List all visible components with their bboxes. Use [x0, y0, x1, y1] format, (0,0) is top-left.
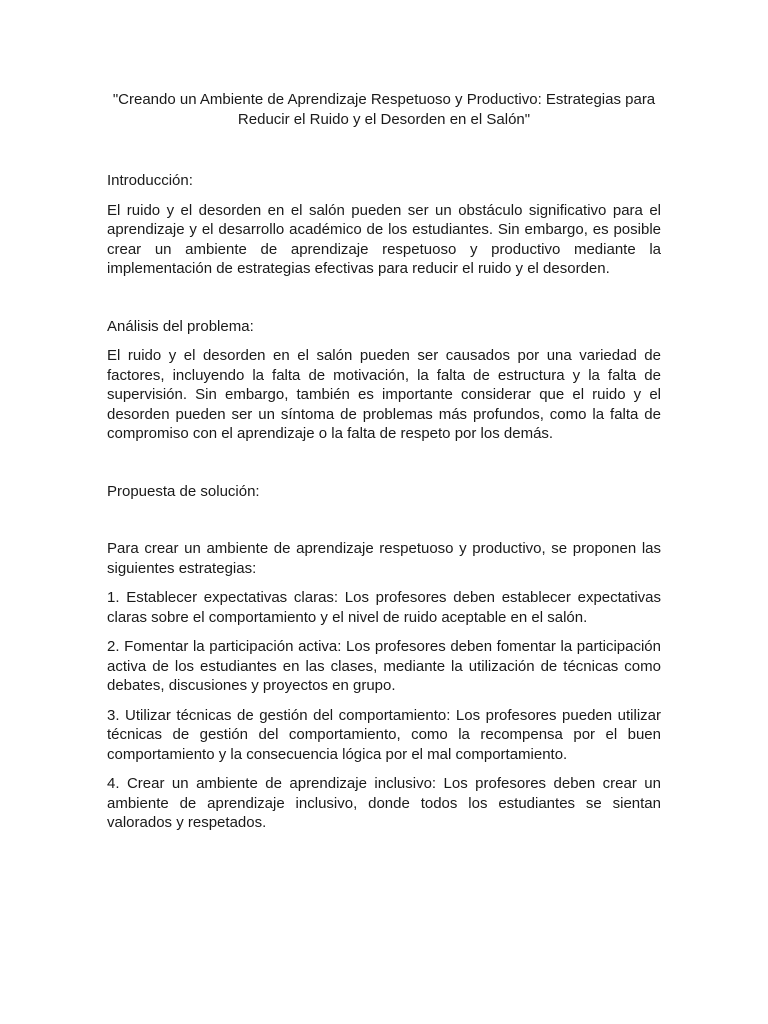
intro-paragraph: El ruido y el desorden en el salón pueden ser un obstáculo significativo para el aprendizaje y el desarrollo académico de los estudiantes. Sin embargo, es posible crear un ambiente de aprendizaje respetuoso y productivo mediante la implementación de estrategias efectivas para reducir el ruido y el desorden.: [107, 201, 661, 277]
document-title: "Creando un Ambiente de Aprendizaje Respetuoso y Productivo: Estrategias para Reducir el Ruido y el Desorden en el Salón": [112, 91, 656, 128]
strategy-item: 3. Utilizar técnicas de gestión del comportamiento: Los profesores pueden utilizar técnicas de gestión del comportamiento, como la recompensa por el buen comportamiento y la consecuencia lógica por el mal comportamiento.: [107, 706, 661, 763]
analysis-paragraph: El ruido y el desorden en el salón pueden ser causados por una variedad de factores, incluyendo la falta de motivación, la falta de estructura y la falta de supervisión. Sin embargo, también es importante considerar que el ruido y el desorden pueden ser un síntoma de problemas más profundos, como la falta de compromiso con el aprendizaje o la falta de respeto por los demás.: [107, 347, 661, 442]
proposal-lead-paragraph: Para crear un ambiente de aprendizaje respetuoso y productivo, se proponen las siguientes estrategias:: [107, 540, 661, 577]
analysis-heading: Análisis del problema:: [107, 317, 254, 335]
strategy-item: 4. Crear un ambiente de aprendizaje inclusivo: Los profesores deben crear un ambiente de aprendizaje inclusivo, donde todos los estudiantes se sientan valorados y respetados.: [107, 775, 661, 831]
strategy-item: 2. Fomentar la participación activa: Los profesores deben fomentar la participación activa de los estudiantes en las clases, mediante la utilización de técnicas como debates, discusiones y proyectos en grupo.: [107, 638, 661, 694]
proposal-heading: Propuesta de solución:: [107, 482, 260, 500]
intro-heading: Introducción:: [107, 172, 193, 189]
strategy-item: 1. Establecer expectativas claras: Los profesores deben establecer expectativas claras sobre el comportamiento y el nivel de ruido aceptable en el salón.: [107, 589, 661, 626]
document-body: [107, 90, 661, 833]
